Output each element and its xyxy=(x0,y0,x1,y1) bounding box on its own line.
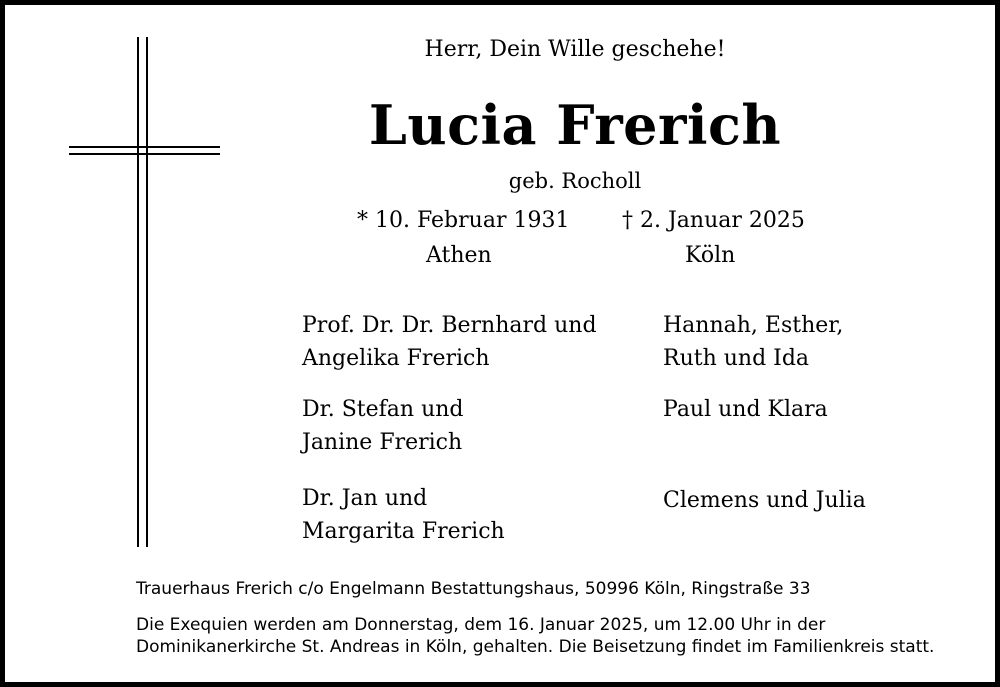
service-line: Die Exequien werden am Donnerstag, dem 16. Januar 2025, um 12.00 Uhr in der xyxy=(136,615,826,635)
mourner-entry xyxy=(302,482,505,548)
mourner-line: Dr. Jan und xyxy=(302,486,428,511)
mourner-entry xyxy=(302,309,597,375)
mourner-line: Clemens und Julia xyxy=(663,488,866,513)
mourner-line: Janine Frerich xyxy=(302,430,463,455)
mourner-entry xyxy=(663,484,866,517)
mourner-line: Angelika Frerich xyxy=(302,346,490,371)
funeral-home-address: Trauerhaus Frerich c/o Engelmann Bestattungshaus, 50996 Köln, Ringstraße 33 xyxy=(136,579,811,599)
mourner-line: Hannah, Esther, xyxy=(663,313,844,338)
mourner-line: Margarita Frerich xyxy=(302,519,505,544)
birth-place: Athen xyxy=(426,243,492,268)
mourner-entry xyxy=(663,393,828,426)
mourner-line: Prof. Dr. Dr. Bernhard und xyxy=(302,313,597,338)
birth-date: * 10. Februar 1931 xyxy=(357,208,570,233)
mourner-line: Paul und Klara xyxy=(663,397,828,422)
service-line: Dominikanerkirche St. Andreas in Köln, gehalten. Die Beisetzung findet im Familienkreis statt. xyxy=(136,637,935,657)
deceased-name: Lucia Frerich xyxy=(368,93,782,157)
mourner-line: Dr. Stefan und xyxy=(302,397,464,422)
mourner-entry xyxy=(302,393,464,459)
motto: Herr, Dein Wille geschehe! xyxy=(424,37,726,62)
death-place: Köln xyxy=(685,243,736,268)
service-info xyxy=(136,614,934,658)
death-date: † 2. Januar 2025 xyxy=(622,208,805,233)
mourner-entry xyxy=(663,309,843,375)
birth-name: geb. Rocholl xyxy=(508,169,642,193)
mourner-line: Ruth und Ida xyxy=(663,346,810,371)
